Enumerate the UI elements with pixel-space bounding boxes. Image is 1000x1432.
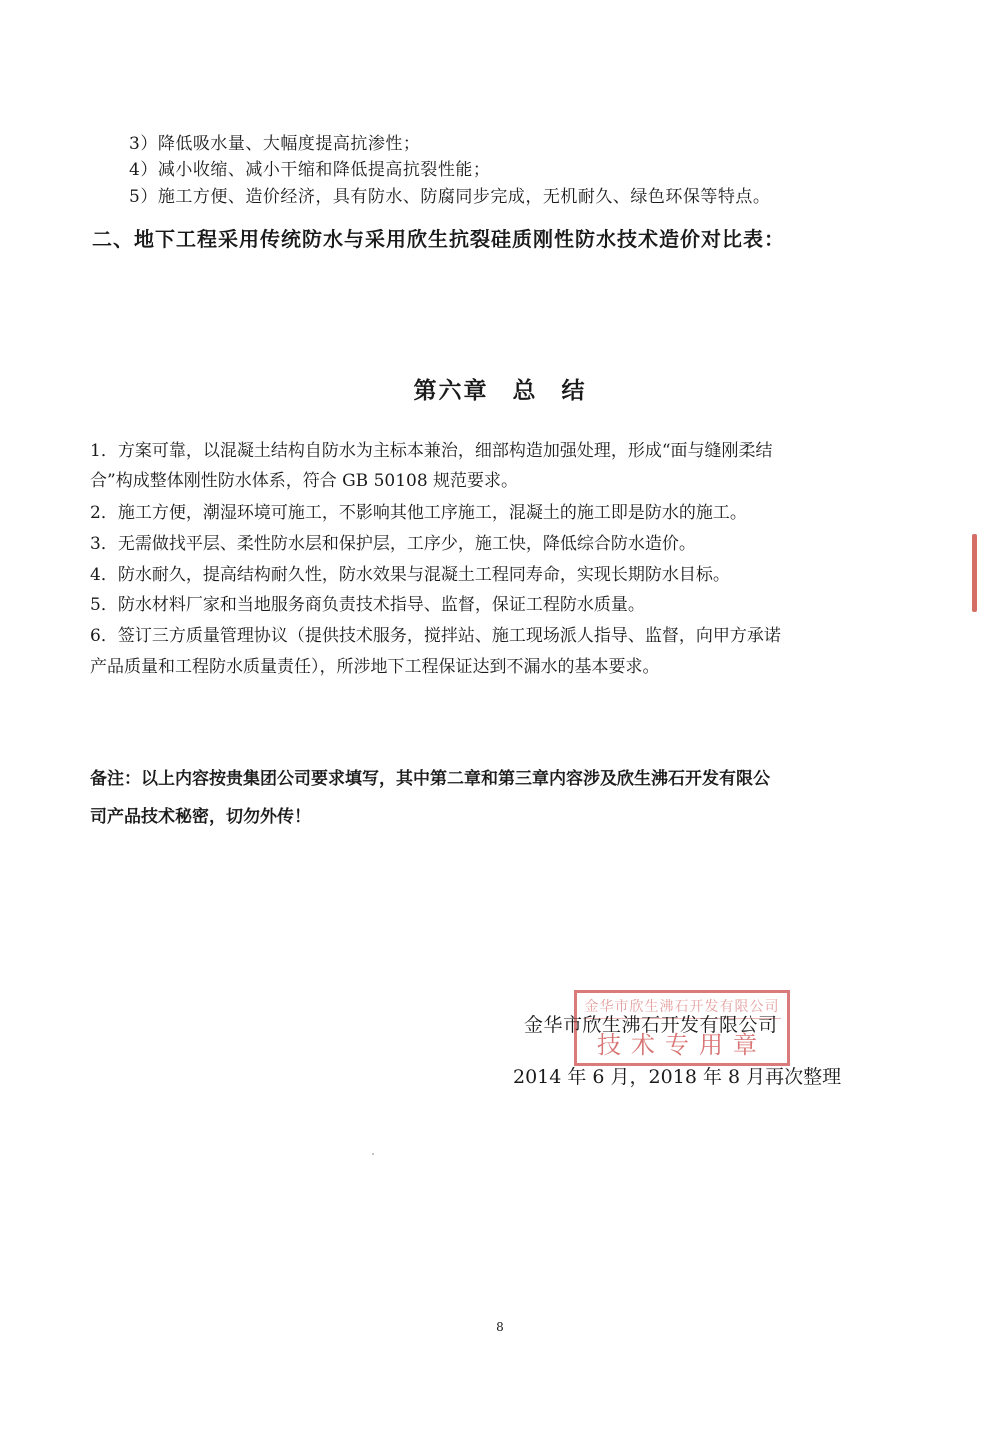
summary-line-5: 4．防水耐久，提高结构耐久性，防水效果与混凝土工程同寿命，实现长期防水目标。: [90, 565, 730, 585]
seal-main-text: 技术专用章: [597, 1031, 767, 1059]
scan-speck: [372, 1153, 374, 1155]
summary-line-8: 产品质量和工程防水质量责任），所涉地下工程保证达到不漏水的基本要求。: [90, 657, 660, 677]
signature-company: 金华市欣生沸石开发有限公司: [524, 1014, 778, 1036]
summary-line-7: 6．签订三方质量管理协议（提供技术服务，搅拌站、施工现场派人指导、监督，向甲方承诺: [90, 626, 781, 646]
summary-line-4: 3．无需做找平层、柔性防水层和保护层，工序少，施工快，降低综合防水造价。: [90, 534, 696, 554]
benefit-item-5: 5）施工方便、造价经济，具有防水、防腐同步完成，无机耐久、绿色环保等特点。: [129, 187, 771, 207]
summary-line-1: 1．方案可靠，以混凝土结构自防水为主标本兼治，细部构造加强处理，形成“面与缝刚柔结: [90, 441, 773, 461]
note-line-1: 备注：以上内容按贵集团公司要求填写，其中第二章和第三章内容涉及欣生沸石开发有限公: [90, 769, 770, 789]
summary-line-2: 合”构成整体刚性防水体系，符合 GB 50108 规范要求。: [90, 471, 519, 491]
summary-line-6: 5．防水材料厂家和当地服务商负责技术指导、监督，保证工程防水质量。: [90, 595, 645, 615]
summary-line-3: 2．施工方便，潮湿环境可施工，不影响其他工序施工，混凝土的施工即是防水的施工。: [90, 503, 747, 523]
chapter-title: 第六章 总 结: [413, 378, 587, 404]
section-heading: 二、地下工程采用传统防水与采用欣生抗裂硅质刚性防水技术造价对比表：: [92, 227, 785, 251]
note-line-2: 司产品技术秘密，切勿外传！: [90, 807, 311, 827]
signature-date: 2014 年 6 月，2018 年 8 月再次整理: [513, 1066, 842, 1088]
margin-mark: [972, 534, 977, 612]
benefit-item-3: 3）降低吸水量、大幅度提高抗渗性；: [129, 134, 421, 154]
page-number: 8: [496, 1320, 504, 1334]
benefit-item-4: 4）减小收缩、减小干缩和降低提高抗裂性能；: [129, 160, 491, 180]
seal-top-text: 金华市欣生沸石开发有限公司: [583, 996, 781, 1019]
